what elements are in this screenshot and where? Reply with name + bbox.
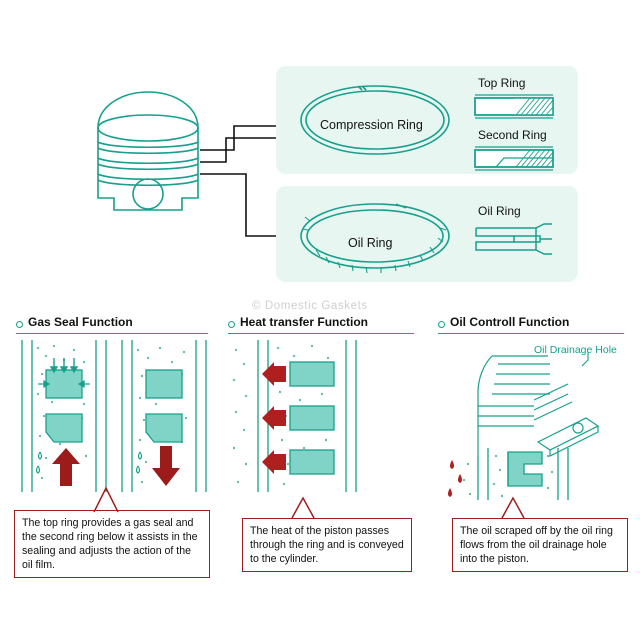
column-title-gas-seal: Gas Seal Function <box>28 315 133 329</box>
top-ring-section-drawing <box>474 94 554 120</box>
leader-lines <box>190 120 290 250</box>
bullet-icon-heat-transfer <box>228 321 235 328</box>
oil-ring-label: Oil Ring <box>348 236 393 250</box>
watermark: © Domestic Gaskets <box>252 300 368 312</box>
callout-pointer-oil-control <box>500 496 528 520</box>
callout-oil-control: The oil scraped off by the oil ring flows from the oil drainage hole into the piston. <box>452 518 628 572</box>
callout-pointer-gas-seal <box>92 486 122 514</box>
oil-drainage-hole-label: Oil Drainage Hole <box>534 344 617 356</box>
callout-pointer-heat-transfer <box>290 496 318 520</box>
second-ring-section-drawing <box>474 146 554 172</box>
heat-transfer-illustration <box>228 340 418 500</box>
column-title-oil-control: Oil Controll Function <box>450 315 570 329</box>
oil-ring-section-label: Oil Ring <box>478 204 521 218</box>
compression-ring-label: Compression Ring <box>320 118 423 132</box>
bullet-icon-oil-control <box>438 321 445 328</box>
divider-gas-seal <box>16 333 208 334</box>
oil-control-illustration <box>438 352 628 502</box>
divider-heat-transfer <box>228 333 414 334</box>
gas-seal-illustration <box>14 340 210 500</box>
second-ring-label: Second Ring <box>478 128 547 142</box>
oil-ring-section-drawing <box>474 222 554 262</box>
callout-heat-transfer: The heat of the piston passes through the ring and is conveyed to the cylinder. <box>242 518 412 572</box>
callout-gas-seal: The top ring provides a gas seal and the second ring below it assists in the sealing and adjusts the action of the oil film. <box>14 510 210 578</box>
top-ring-label: Top Ring <box>478 76 526 90</box>
column-title-heat-transfer: Heat transfer Function <box>240 315 369 329</box>
bullet-icon-gas-seal <box>16 321 23 328</box>
divider-oil-control <box>438 333 624 334</box>
